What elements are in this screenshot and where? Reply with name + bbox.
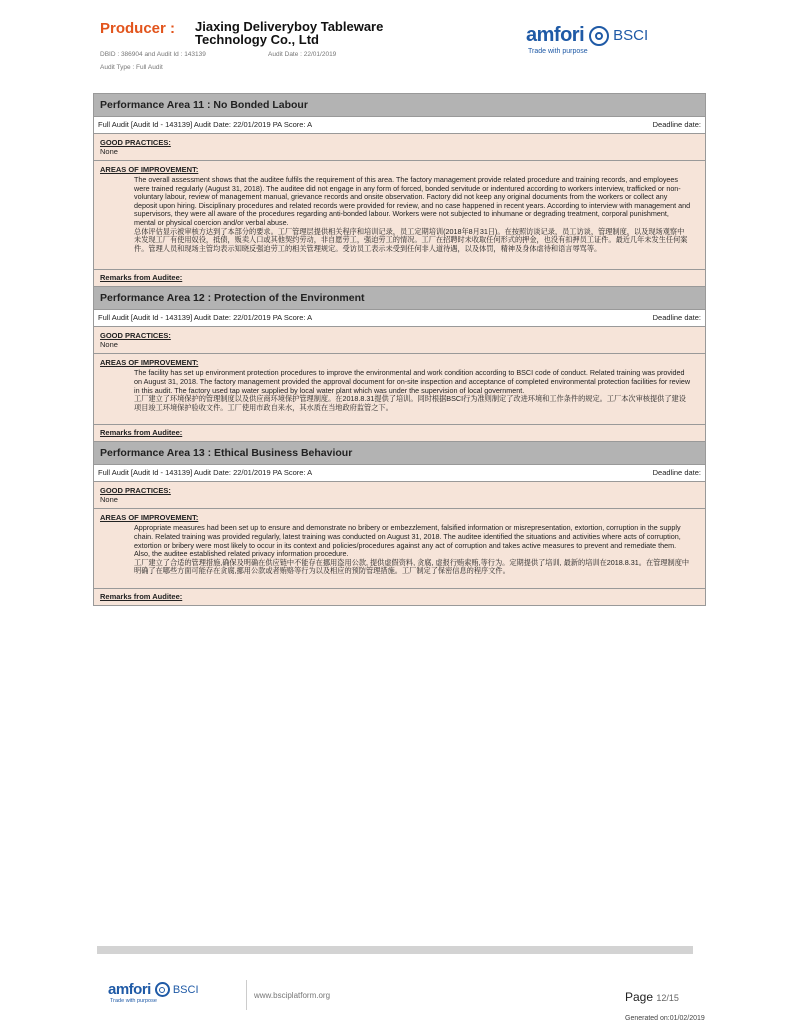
footer-logo-tagline: Trade with purpose (110, 998, 157, 1004)
bsci-wordmark: BSCI (172, 983, 199, 996)
audit-info: Full Audit [Audit Id - 143139] Audit Date: 22/01/2019 PA Score: A (98, 468, 313, 478)
good-practices-pa12 (94, 327, 705, 354)
footer-divider (246, 980, 247, 1010)
section-title-pa12: Performance Area 12 : Protection of the Environment (94, 287, 705, 310)
page-value: 12/15 (656, 993, 679, 1003)
good-practices-value: None (100, 147, 118, 156)
deadline-date: Deadline date: (652, 468, 701, 478)
improvement-label: AREAS OF IMPROVEMENT: (100, 358, 199, 368)
good-practices-value: None (100, 495, 118, 505)
remarks-pa12: Remarks from Auditee: (94, 425, 705, 442)
section-title-pa13: Performance Area 13 : Ethical Business Behaviour (94, 442, 705, 465)
good-practices-label: GOOD PRACTICES: (100, 331, 171, 341)
amfori-bsci-logo (526, 24, 648, 47)
audit-info: Full Audit [Audit Id - 143139] Audit Date: 22/01/2019 PA Score: A (98, 313, 313, 323)
remarks-pa11: Remarks from Auditee: (94, 270, 705, 287)
generated-date: Generated on:01/02/2019 (625, 1015, 705, 1022)
dbid-audit-id: DBID : 386904 and Audit Id : 143139 (100, 51, 206, 58)
header-audit-date: Audit Date : 22/01/2019 (268, 51, 337, 58)
improvement-pa13 (94, 509, 705, 589)
improvement-label: AREAS OF IMPROVEMENT: (100, 165, 199, 174)
improvement-pa11 (94, 161, 705, 270)
footer-url-link[interactable]: www.bsciplatform.org (254, 991, 331, 1000)
improvement-pa12 (94, 354, 705, 425)
good-practices-label: GOOD PRACTICES: (100, 138, 171, 147)
improvement-text: Appropriate measures had been set up to ensure and demonstrate no bribery or embezzlement, falsified information or misrepresentation, extortion, corruption in the supply chain. Related training was provided regularly, latest training was conducted on August 31, 2018. The auditee identified the situations and activities where acts of corruption, extortion or bribery were most likely to occur in its context and policies/procedures against any act of corruption and takes active measures to prevent and remediate them. Also, the auditee established related privacy information procedure. 工厂建立了合适的管理措施,确保及明确在供应链中不能存在挪用盗用公款, 提供虚假资料, 贪腐, 虚报行贿索贿,等行为。定期提供了培训, 最新的培训在2018.8.31。在管理制度中明确了在哪些方面可能存在贪腐,挪用公款或者贿赂等行为以及相应的预防管理措施。工厂制定了保密信息的程序文件。 (134, 523, 690, 576)
logo-tagline: Trade with purpose (528, 48, 588, 55)
improvement-text: The facility has set up environment protection procedures to improve the environmental and work condition according to BSCI code of conduct. Related training was provided on August 31, 2018. The factory management provided the approval document for on-site inspection and acceptance of completed environmental protection facilities for review in this audit. The factory used tap water supplied by local water plant which was under the supervision of local government. 工厂建立了环境保护的管理制度以及供应商环境保护管理制度。在2018.8.31提供了培训。同时根据BSCI行为准则制定了改进环境和工作条件的规定。工厂本次审核提供了建设项目竣工环境保护验收文件。工厂使用市政自来水，其水质在当地政府监管之下。 (134, 368, 691, 412)
deadline-date: Deadline date: (652, 313, 701, 323)
audit-type: Audit Type : Full Audit (100, 64, 163, 71)
producer-label: Producer : (100, 20, 176, 37)
amfori-wordmark: amfori (526, 24, 585, 46)
good-practices-value: None (100, 340, 118, 350)
audit-line-pa11 (94, 117, 705, 134)
good-practices-pa13 (94, 482, 705, 509)
audit-info: Full Audit [Audit Id - 143139] Audit Date: 22/01/2019 PA Score: A (98, 120, 313, 129)
amfori-ring-icon (155, 982, 170, 997)
producer-name-line1: Jiaxing Deliveryboy Tableware (195, 19, 384, 34)
improvement-label: AREAS OF IMPROVEMENT: (100, 513, 199, 523)
producer-name-line2: Technology Co., Ltd (195, 32, 319, 47)
good-practices-label: GOOD PRACTICES: (100, 486, 171, 496)
bsci-wordmark: BSCI (613, 27, 649, 44)
deadline-date: Deadline date: (652, 120, 701, 129)
horizontal-scrollbar[interactable] (97, 946, 693, 954)
section-title-pa11: Performance Area 11 : No Bonded Labour (94, 94, 705, 117)
amfori-ring-icon (589, 26, 609, 46)
page-label: Page (625, 990, 654, 1004)
footer-amfori-bsci-logo (108, 981, 199, 998)
page-number (625, 990, 679, 1004)
audit-line-pa13 (94, 465, 705, 482)
audit-line-pa12 (94, 310, 705, 327)
producer-name (195, 20, 383, 46)
remarks-pa13: Remarks from Auditee: (94, 589, 705, 605)
amfori-wordmark: amfori (108, 981, 151, 998)
performance-report (93, 93, 706, 606)
good-practices-pa11 (94, 134, 705, 161)
improvement-text: The overall assessment shows that the auditee fulfils the requirement of this area. The factory management provide related procedure and training records, and employees were trained regularly (August 31, 2018). The auditee did not engage in any form of forced, bonded servitude or indentured according to workers interview, trafficked or non-voluntary labour, review of management manual, grievance records and onsite observation. Factory did not keep any original documents from the workers or collect any deposit upon hiring. Disciplinary procedures and related records were provided for review, and no case happened in recent years. According to interview with management and supervisors, they were all aware of the procedures regarding anti-bonded labour. Workers were not subjected to inhumane or degrading treatment, corporal punishment, mental or physical coercion and/or verbal abuse. 总体评估显示被审核方达到了本部分的要求。工厂管理层提供相关程序和培训记录，员工定期培训(2018年8月31日)。在按照访谈记录，员工访谈，管理制度，以及现场观察中未发现工厂有使用奴役，抵债，贩卖人口或其他契约劳动，非自愿劳工，强迫劳工的情况。工厂在招聘时未收取任何形式的押金，也没有扣押员工证件。最近几年未发生任何案件。管理人员和现场主管均表示知晓反强迫劳工的相关管理规定。受访员工表示未受到任何非人道待遇，以及体罚，精神及身体虐待和语言辱骂等。 (134, 175, 691, 253)
